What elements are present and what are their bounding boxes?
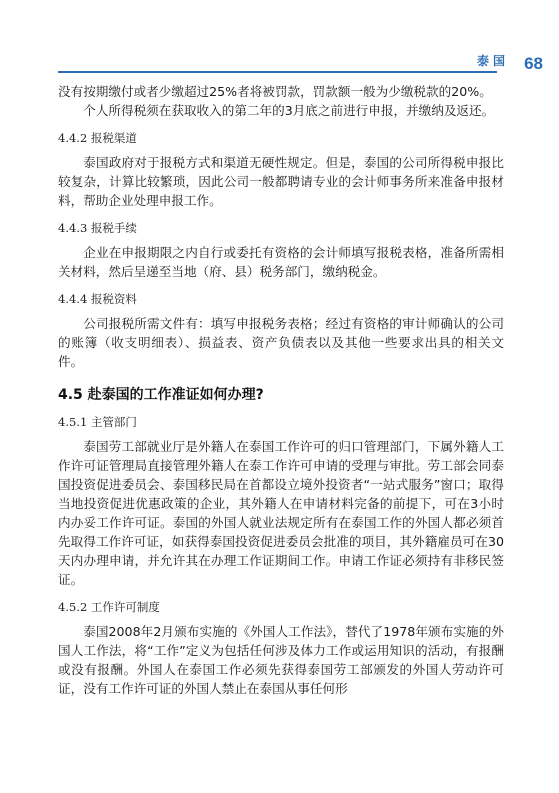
running-header-country: 泰国 (476, 54, 509, 68)
paragraph: 个人所得税须在获取收入的第二年的3月底之前进行申报，并缴纳及返还。 (83, 103, 495, 118)
paragraph: 泰国2008年2月颁布实施的《外国人工作法》，替代了1978年颁布实施的外国人工作法，将“工作”定义为包括任何涉及体力工作或运用知识的活动，有报酬或没有报酬。外国人在泰国工作必须先获得泰国劳工部颁发的外国人劳动许可证，没有工作许可证的外国人禁止在泰国从事任何形 (58, 624, 504, 696)
paragraph: 企业在申报期限之内自行或委托有资格的会计师填写报税表格，准备所需相关材料，然后呈递至当地（府、县）税务部门，缴纳税金。 (58, 245, 504, 279)
paragraph: 泰国劳工部就业厅是外籍人在泰国工作许可的归口管理部门，下属外籍人工作许可证管理局直接管理外籍人在泰工作许可申请的受理与审批。劳工部会同泰国投资促进委员会、泰国移民局在首都设立境外投资者“一站式服务”窗口；取得当地投资促进优惠政策的企业，其外籍人在申请材料完备的前提下，可在3小时内办妥工作许可证。泰国的外国人就业法规定所有在泰国工作的外国人都必须首先取得工作许可证，如获得泰国投资促进委员会批准的项目，其外籍雇员可在30天内办理申请，并允许其在办理工作证期间工作。申请工作证必须持有非移民签证。 (58, 439, 504, 587)
subsection-heading: 4.5.2 工作许可制度 (58, 600, 160, 614)
page-header (58, 44, 543, 74)
page-number: 68 (524, 54, 543, 73)
subsection-heading: 4.4.2 报税渠道 (58, 131, 137, 145)
paragraph: 泰国政府对于报税方式和渠道无硬性规定。但是，泰国的公司所得税申报比较复杂，计算比较繁琐，因此公司一般都聘请专业的会计师事务所来准备申报材料，帮助企业处理申报工作。 (58, 155, 504, 208)
section-heading: 4.5 赴泰国的工作准证如何办理? (58, 387, 264, 403)
subsection-heading: 4.4.3 报税手续 (58, 221, 137, 235)
paragraph: 公司报税所需文件有：填写申报税务表格；经过有资格的审计师确认的公司的账簿（收支明细表）、损益表、资产负债表以及其他一些要求出具的相关文件。 (58, 316, 504, 369)
page-body (58, 82, 504, 698)
paragraph: 没有按期缴付或者少缴超过25%者将被罚款，罚款额一般为少缴税款的20%。 (58, 84, 492, 99)
subsection-heading: 4.5.1 主管部门 (58, 415, 137, 429)
header-rule (58, 71, 497, 73)
subsection-heading: 4.4.4 报税资料 (58, 292, 137, 306)
